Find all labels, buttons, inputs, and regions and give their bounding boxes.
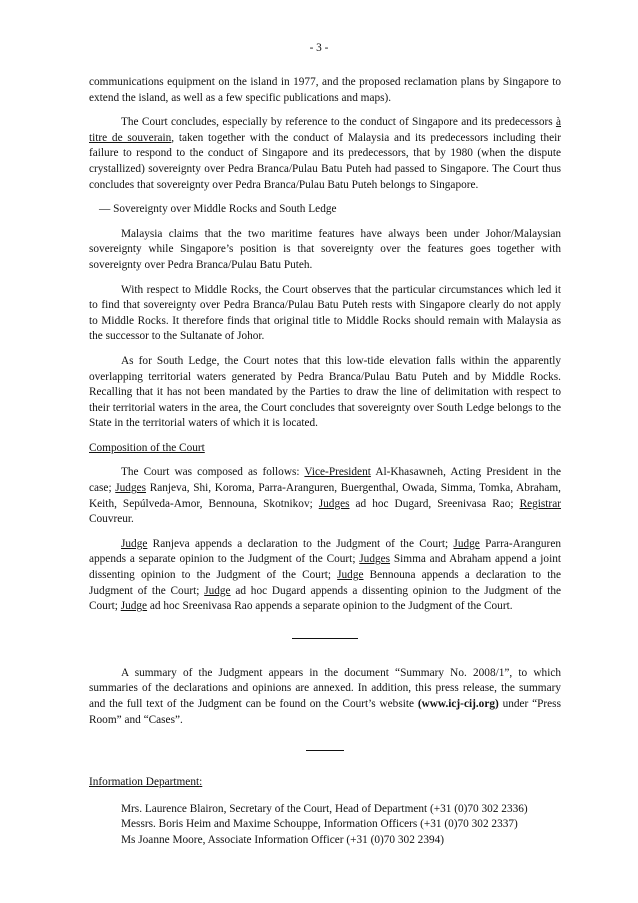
opinion-text: ad hoc Sreenivasa Rao appends a separate opinion to the Judgment of the Court. xyxy=(147,600,513,613)
summary-text: A summary of the Judgment appears in the document “Summary No. 2008/1”, to which summaries of the declarations and opinions are annexed. In addition, this press release, the summary and the full text of the Judgment can be found on the Court’s website xyxy=(89,666,561,710)
contact-list xyxy=(89,802,561,849)
paragraph-singapore-sovereignty xyxy=(89,115,561,193)
paragraph-composition xyxy=(89,465,561,527)
summary-text: under “Press Room” and “Cases”. xyxy=(89,698,561,726)
composition-heading: Composition of the Court xyxy=(89,441,205,454)
separator-line-short xyxy=(306,750,344,751)
judges-adhoc-list: ad hoc Dugard, Sreenivasa Rao; xyxy=(349,497,520,510)
judge-label: Judge xyxy=(453,537,480,550)
judges-label: Judges xyxy=(359,553,391,566)
registrar-label: Registrar xyxy=(519,497,561,510)
judges-list: Ranjeva, Shi, Koroma, Parra-Aranguren, Buergenthal, Owada, Simma, Tomka, Abraham, Keith, Sepúlveda-Amor, Bennouna, Skotnikov; xyxy=(89,482,561,510)
paragraph-malaysia-claims: Malaysia claims that the two maritime features have always been under Johor/Malaysian sovereignty while Singapore’s position is that sovereignty over the features goes together with sovereignty over Pedra Branca/Pulau Batu Puteh. xyxy=(89,227,561,271)
judges-label: Judges xyxy=(115,482,147,495)
opinion-text: Simma and Abraham append a joint dissenting opinion to the Judgment of the Court; xyxy=(89,553,561,582)
page-body xyxy=(89,75,561,849)
judge-label: Judge xyxy=(204,584,231,597)
composition-text: The Court was composed as follows: xyxy=(121,466,305,479)
info-department-heading: Information Department: xyxy=(89,776,203,789)
paragraph-opinions xyxy=(89,537,561,615)
contact-item: Messrs. Boris Heim and Maxime Schouppe, Information Officers (+31 (0)70 302 2337) xyxy=(121,818,518,831)
opinion-text: Parra-Aranguren appends a separate opinion to the Judgment of the Court; xyxy=(89,537,561,566)
opinion-text: Bennouna appends a declaration to the Judgment of the Court; xyxy=(89,569,561,597)
separator-line xyxy=(292,638,358,639)
judge-label: Judge xyxy=(120,600,148,613)
judges-adhoc-label: Judges xyxy=(318,497,350,510)
paragraph-south-ledge: As for South Ledge, the Court notes that this low-tide elevation falls within the apparently overlapping territorial waters generated by Pedra Branca/Pulau Batu Puteh and by Middle Rocks. Recalling that it has not been mandated by the Parties to draw the line of delimitation with respect to their territorial waters in the area, the Court concludes that sovereignty over South Ledge belongs to the State in the territorial waters of which it is located. xyxy=(89,354,561,430)
paragraph-text: , taken together with the conduct of Malaysia and its predecessors including their failure to respond to the conduct of Singapore and its predecessors, that by 1980 (when the dispute crystallized) sovereignty over Pedra Branca/Pulau Batu Puteh had passed to Singapore. The Court thus concludes that sovereignty over Pedra Branca/Pulau Batu Puteh belongs to Singapore. xyxy=(89,131,562,191)
judge-label: Judge xyxy=(337,569,364,582)
paragraph-summary xyxy=(89,666,561,728)
vice-president-label: Vice-President xyxy=(304,466,371,479)
contact-item: Mrs. Laurence Blairon, Secretary of the Court, Head of Department (+31 (0)70 302 2336) xyxy=(121,802,528,815)
paragraph-text: The Court concludes, especially by reference to the conduct of Singapore and its predecessors xyxy=(121,116,556,129)
paragraph-continuation: communications equipment on the island in 1977, and the proposed reclamation plans by Singapore to extend the island, as well as a few specific publications and maps). xyxy=(89,76,561,104)
composition-text: Al-Khasawneh, Acting President in the case; xyxy=(89,466,561,495)
opinion-text: Ranjeva appends a declaration to the Judgment of the Court; xyxy=(147,537,454,550)
contact-item: Ms Joanne Moore, Associate Information Officer (+31 (0)70 302 2394) xyxy=(121,833,445,846)
paragraph-middle-rocks: With respect to Middle Rocks, the Court observes that the particular circumstances which led it to find that sovereignty over Pedra Branca/Pulau Batu Puteh rests with Singapore clearly do not apply to Middle Rocks. It therefore finds that original title to Middle Rocks should remain with Malaysia as the successor to the Sultanate of Johor. xyxy=(89,283,561,343)
latin-term: à titre de souverain xyxy=(89,116,561,144)
registrar-name: Couvreur. xyxy=(89,513,134,526)
section-heading-middle-rocks: — Sovereignty over Middle Rocks and South Ledge xyxy=(99,203,337,216)
website-link[interactable]: (www.icj-cij.org) xyxy=(417,698,499,710)
judge-label: Judge xyxy=(121,537,148,550)
page-number: - 3 - xyxy=(309,42,329,54)
opinion-text: ad hoc Dugard appends a dissenting opinion to the Judgment of the Court; xyxy=(89,584,562,613)
